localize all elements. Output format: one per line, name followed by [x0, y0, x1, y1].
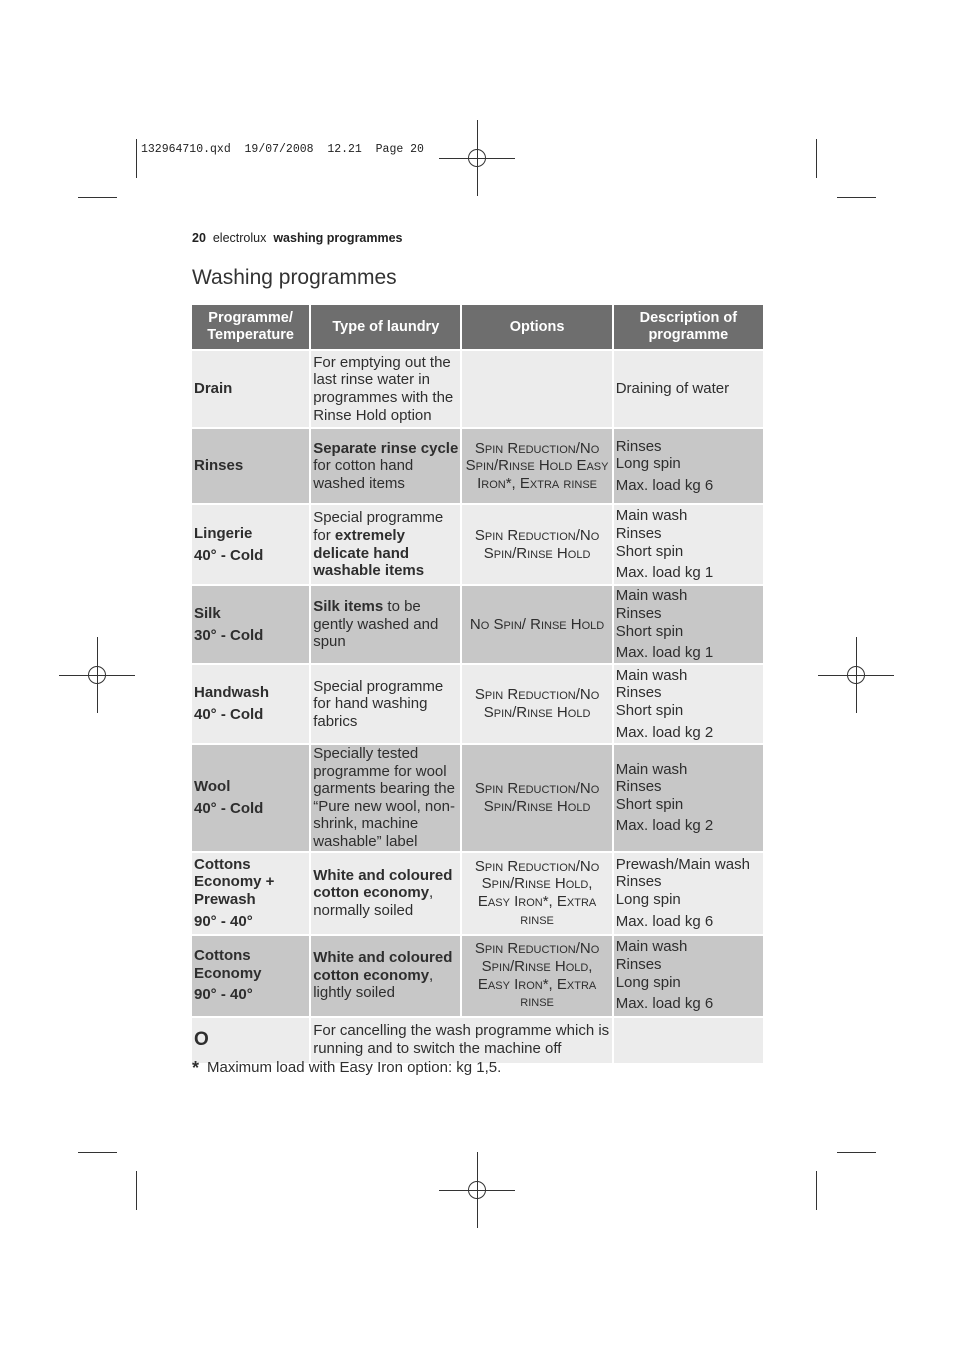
laundry-cell — [311, 429, 460, 503]
header-description: Description of programme — [614, 305, 763, 349]
description-line: Prewash/Main wash — [615, 855, 750, 873]
description-cell — [614, 505, 763, 584]
programme-label: 40° - Cold — [194, 706, 264, 723]
table-row — [192, 936, 763, 1016]
crop-mark — [136, 139, 137, 178]
max-load: Max. load kg 2 — [615, 817, 714, 835]
programme-label: Lingerie — [194, 524, 253, 542]
laundry-text: Silk items — [313, 598, 384, 616]
programme-cell — [192, 586, 309, 663]
options-cell: No Spin/ Rinse Hold — [462, 586, 611, 663]
brand-name: electrolux — [212, 231, 267, 245]
programme-label: Handwash — [194, 684, 270, 702]
programme-label: Wool — [194, 778, 231, 796]
description-line: Rinses — [615, 873, 662, 891]
max-load: Max. load kg 6 — [615, 912, 714, 930]
laundry-text: , lightly soiled — [313, 966, 434, 1002]
description-line: Draining of water — [615, 380, 730, 398]
description-cell — [614, 429, 763, 503]
running-header — [192, 231, 403, 245]
programme-label: Drain — [194, 380, 233, 398]
programme-cell — [192, 505, 309, 584]
programme-label: Cottons Economy + Prewash — [194, 855, 275, 909]
laundry-text: Special programme for hand washing fabrics — [313, 677, 444, 730]
description-line: Short spin — [615, 702, 684, 719]
laundry-text: For cancelling the wash programme which is running and to switch the machine off — [313, 1022, 610, 1058]
programme-label: 40° - Cold — [194, 546, 264, 564]
programme-label: Silk — [194, 604, 221, 622]
header-programme: Programme/ Temperature — [192, 305, 309, 349]
table-row — [192, 505, 763, 584]
description-line: Long spin — [615, 891, 681, 909]
programmes-table — [190, 303, 765, 1065]
options-cell: Spin Reduction/No Spin/Rinse Hold, Easy Iron*, Extra rinse — [462, 936, 611, 1016]
description-line: Main wash — [615, 507, 688, 525]
description-line: Rinses — [615, 955, 662, 973]
laundry-text: Separate rinse cycle — [313, 439, 459, 457]
crop-mark — [816, 139, 817, 178]
table-header-row — [192, 305, 763, 349]
max-load: Max. load kg 6 — [615, 995, 714, 1013]
description-line: Main wash — [615, 666, 688, 684]
description-line: Rinses — [615, 684, 662, 702]
laundry-cell — [311, 745, 460, 851]
description-cell — [614, 853, 763, 934]
description-line: Short spin — [615, 622, 684, 640]
options-cell: Spin Reduction/No Spin/Rinse Hold — [462, 665, 611, 743]
laundry-text: Special programme for — [313, 509, 444, 544]
laundry-text: For emptying out the last rinse water in programmes with the Rinse Hold option — [313, 353, 454, 424]
laundry-cell — [311, 1018, 612, 1063]
programme-cell — [192, 853, 309, 934]
crop-mark — [816, 1171, 817, 1210]
max-load: Max. load kg 6 — [615, 476, 714, 494]
table-row — [192, 586, 763, 663]
description-line: Short spin — [615, 542, 684, 560]
crop-mark — [136, 1171, 137, 1210]
laundry-cell — [311, 665, 460, 743]
description-line: Rinses — [615, 604, 662, 622]
programme-label: 90° - 40° — [194, 986, 253, 1004]
description-line: Short spin — [615, 795, 684, 813]
table-body — [192, 351, 763, 1063]
programme-cell — [192, 665, 309, 743]
laundry-text: to be gently washed and spun — [313, 598, 439, 651]
crop-mark — [78, 1152, 117, 1153]
max-load: Max. load kg 1 — [615, 644, 714, 662]
page-number: 20 — [192, 231, 206, 245]
crop-mark — [837, 197, 876, 198]
laundry-cell — [311, 586, 460, 663]
page-title: Washing programmes — [192, 266, 397, 289]
description-line: Long spin — [615, 973, 681, 991]
description-line: Main wash — [615, 938, 688, 956]
description-cell — [614, 586, 763, 663]
crop-mark — [78, 197, 117, 198]
description-line: Long spin — [615, 455, 681, 473]
programme-label: O — [194, 1029, 209, 1051]
description-line: Rinses — [615, 437, 662, 455]
programme-label: Cottons Economy — [194, 947, 262, 982]
programme-label: 40° - Cold — [194, 799, 264, 817]
description-line: Rinses — [615, 778, 662, 796]
laundry-text: White and coloured cotton economy — [313, 949, 453, 984]
laundry-text: , normally soiled — [313, 884, 434, 919]
description-cell — [614, 936, 763, 1016]
programme-cell — [192, 1018, 309, 1063]
max-load: Max. load kg 2 — [615, 723, 714, 741]
description-cell — [614, 1018, 763, 1063]
header-options: Options — [462, 305, 611, 349]
programme-cell — [192, 351, 309, 427]
options-cell: Spin Reduction/No Spin/Rinse Hold, Easy Iron*, Extra rinse — [462, 853, 611, 934]
description-line: Main wash — [615, 587, 688, 605]
laundry-text: White and coloured cotton economy — [313, 866, 453, 902]
laundry-text: Specially tested programme for wool garments bearing the “Pure new wool, non-shrink, machine washable” label — [313, 745, 455, 850]
table-row — [192, 351, 763, 427]
options-cell: Spin Reduction/No Spin/Rinse Hold Easy Iron*, Extra rinse — [462, 429, 611, 503]
section-name: washing programmes — [273, 231, 403, 245]
laundry-text: for cotton hand washed items — [313, 457, 414, 492]
print-slug: 132964710.qxd 19/07/2008 12.21 Page 20 — [141, 143, 424, 156]
table-row — [192, 745, 763, 851]
table-row — [192, 665, 763, 743]
crop-mark — [837, 1152, 876, 1153]
programme-label: 90° - 40° — [194, 912, 253, 930]
programme-label: Rinses — [194, 457, 244, 475]
footnote — [192, 1058, 501, 1079]
description-cell — [614, 665, 763, 743]
options-cell: Spin Reduction/No Spin/Rinse Hold — [462, 505, 611, 584]
table-row — [192, 429, 763, 503]
table-row — [192, 853, 763, 934]
description-cell — [614, 351, 763, 427]
description-cell — [614, 745, 763, 851]
options-cell: Spin Reduction/No Spin/Rinse Hold — [462, 745, 611, 851]
footnote-symbol: * — [192, 1058, 200, 1078]
max-load: Max. load kg 1 — [615, 564, 714, 582]
description-line: Rinses — [615, 524, 662, 542]
table-row — [192, 1018, 763, 1063]
programme-cell — [192, 745, 309, 851]
options-cell — [462, 351, 611, 427]
description-line: Main wash — [615, 760, 688, 778]
laundry-cell — [311, 936, 460, 1016]
programme-label: 30° - Cold — [194, 626, 264, 644]
footnote-text: Maximum load with Easy Iron option: kg 1,5. — [207, 1059, 502, 1076]
programme-cell — [192, 429, 309, 503]
laundry-cell — [311, 351, 460, 427]
laundry-text: extremely delicate hand washable items — [313, 526, 425, 580]
laundry-cell — [311, 505, 460, 584]
header-laundry: Type of laundry — [311, 305, 460, 349]
laundry-cell — [311, 853, 460, 934]
programme-cell — [192, 936, 309, 1016]
